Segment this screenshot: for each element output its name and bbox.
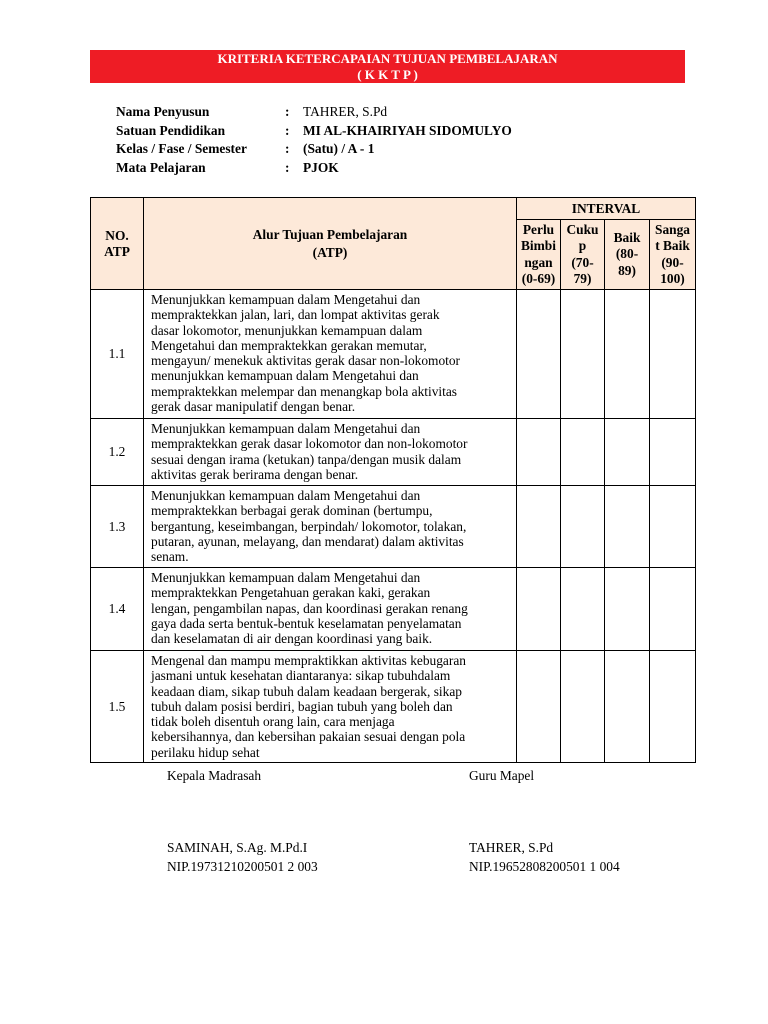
header-line: 89) <box>618 262 636 278</box>
desc-line: kebersihannya, dan kebersihan pakaian sesuai dengan pola <box>151 729 466 745</box>
interval-cell-sangat-baik[interactable] <box>650 651 696 763</box>
header-no-line: NO. <box>105 227 129 243</box>
desc-line: mempraktekkan berbagai gerak dominan (bertumpu, <box>151 503 433 519</box>
table-row <box>91 651 696 763</box>
info-row-school <box>116 123 512 142</box>
desc-line: mempraktekkan gerak dasar lokomotor dan non-lokomotor <box>151 436 468 452</box>
desc-line: tidak boleh disentuh orang lain, cara menjaga <box>151 714 395 730</box>
info-value: (Satu) / A - 1 <box>303 141 375 156</box>
signature-right-role: Guru Mapel <box>469 768 535 783</box>
interval-cell-baik[interactable] <box>605 290 650 419</box>
desc-line: mempraktekkan melempar dan menangkap bola aktivitas <box>151 383 458 399</box>
header-interval-perlu-bimbingan <box>517 220 561 290</box>
document-title: KRITERIA KETERCAPAIAN TUJUAN PEMBELAJARAN <box>217 51 558 66</box>
desc-line: Menunjukkan kemampuan dalam Mengetahui dan <box>151 421 421 436</box>
atp-number: 1.1 <box>91 290 144 419</box>
desc-line: Menunjukkan kemampuan dalam Mengetahui dan <box>151 292 421 307</box>
atp-description <box>144 486 517 568</box>
table-row <box>91 419 696 486</box>
header-line: (70- <box>571 254 594 270</box>
interval-cell-perlu-bimbingan[interactable] <box>517 290 561 419</box>
desc-line: sesuai dengan irama (ketukan) tanpa/dengan musik dalam <box>151 451 462 467</box>
info-value: MI AL-KHAIRIYAH SIDOMULYO <box>303 122 512 138</box>
info-label: Nama Penyusun <box>116 104 210 119</box>
atp-description <box>144 419 517 486</box>
atp-description <box>144 651 517 763</box>
signature-right-name: TAHRER, S.Pd <box>469 840 554 855</box>
interval-cell-cukup[interactable] <box>561 651 605 763</box>
atp-number: 1.5 <box>91 651 144 763</box>
table-row <box>91 486 696 568</box>
desc-line: Menunjukkan kemampuan dalam Mengetahui dan <box>151 488 421 503</box>
atp-number: 1.2 <box>91 419 144 486</box>
info-row-subject <box>116 160 512 179</box>
info-value: TAHRER, S.Pd <box>303 104 388 119</box>
interval-cell-sangat-baik[interactable] <box>650 486 696 568</box>
header-line: Sanga <box>655 221 690 237</box>
header-line: p <box>578 238 587 253</box>
info-label: Kelas / Fase / Semester <box>116 141 247 156</box>
desc-line: gaya dada serta bentuk-bentuk keselamatan penyelamatan <box>151 615 462 631</box>
info-value: PJOK <box>303 159 339 175</box>
info-colon: : <box>285 122 290 138</box>
title-banner <box>90 50 685 83</box>
atp-number: 1.3 <box>91 486 144 568</box>
desc-line: tubuh dalam posisi berdiri, bagian tubuh yang boleh dan <box>151 698 453 714</box>
desc-line: perilaku hidup sehat <box>151 744 260 760</box>
document-subtitle: ( K K T P ) <box>357 67 418 82</box>
interval-cell-sangat-baik[interactable] <box>650 290 696 419</box>
signature-right-nip: NIP.19652808200501 1 004 <box>469 859 620 874</box>
header-interval-sangat-baik <box>650 220 696 290</box>
interval-cell-cukup[interactable] <box>561 290 605 419</box>
header-line: ngan <box>524 254 553 270</box>
desc-line: dan keselamatan di air dengan koordinasi yang baik. <box>151 631 433 647</box>
interval-cell-perlu-bimbingan[interactable] <box>517 651 561 763</box>
desc-line: mempraktekkan jalan, lari, dan lompat aktivitas gerak <box>151 307 440 323</box>
header-atp-line: (ATP) <box>312 244 348 260</box>
header-interval-baik <box>605 220 650 290</box>
desc-line: senam. <box>151 549 189 565</box>
desc-line: Menunjukkan kemampuan dalam Mengetahui dan <box>151 570 421 585</box>
desc-line: jasmani untuk kesehatan diantaranya: sikap tubuhdalam <box>151 668 451 684</box>
interval-cell-cukup[interactable] <box>561 568 605 651</box>
info-label: Mata Pelajaran <box>116 159 206 175</box>
signature-left-role: Kepala Madrasah <box>167 768 262 783</box>
interval-cell-baik[interactable] <box>605 486 650 568</box>
desc-line: dasar lokomotor, menunjukkan kemampuan dalam <box>151 322 423 338</box>
interval-cell-perlu-bimbingan[interactable] <box>517 419 561 486</box>
desc-line: mempraktekkan Pengetahuan gerakan kaki, gerakan <box>151 585 431 601</box>
header-line: (90- <box>661 254 684 270</box>
desc-line: putaran, ayunan, melayang, dan mendarat) dalam aktivitas <box>151 533 464 549</box>
header-line: t Baik <box>655 238 690 253</box>
header-interval-cukup <box>561 220 605 290</box>
atp-description <box>144 290 517 419</box>
header-line: Perlu <box>522 221 555 237</box>
desc-line: Mengetahui dan mempraktekkan gerakan memutar, <box>151 337 427 353</box>
info-row-author <box>116 104 512 123</box>
interval-cell-baik[interactable] <box>605 419 650 486</box>
header-line: Bimbi <box>521 238 556 253</box>
header-interval: INTERVAL <box>517 198 696 220</box>
info-row-class <box>116 141 512 160</box>
header-line: Cuku <box>566 221 599 237</box>
interval-cell-cukup[interactable] <box>561 486 605 568</box>
desc-line: bergantung, keseimbangan, berpindah/ lokomotor, tolakan, <box>151 518 467 534</box>
desc-line: gerak dasar manipulatif dengan benar. <box>151 399 356 415</box>
header-no-line: ATP <box>104 243 130 259</box>
header-line: (80- <box>615 246 639 262</box>
atp-number: 1.4 <box>91 568 144 651</box>
atp-table <box>90 197 696 763</box>
info-colon: : <box>285 141 290 156</box>
signature-right-block <box>469 838 620 876</box>
atp-description <box>144 568 517 651</box>
desc-line: Mengenal dan mampu mempraktikkan aktivitas kebugaran <box>151 653 466 668</box>
table-row <box>91 568 696 651</box>
header-no-atp <box>91 198 144 290</box>
signature-left-block <box>167 838 318 876</box>
interval-cell-baik[interactable] <box>605 651 650 763</box>
desc-line: menunjukkan kemampuan dalam Mengetahui dan <box>151 368 419 384</box>
table-row <box>91 290 696 419</box>
interval-cell-perlu-bimbingan[interactable] <box>517 486 561 568</box>
desc-line: aktivitas gerak berirama dengan benar. <box>151 466 359 482</box>
signature-left-nip: NIP.19731210200501 2 003 <box>167 859 318 874</box>
desc-line: mengayun/ menekuk aktivitas gerak dasar non-lokomotor <box>151 353 461 369</box>
desc-line: lengan, pengambilan napas, dan koordinasi gerakan renang <box>151 600 468 616</box>
header-atp <box>144 198 517 290</box>
header-atp-line: Alur Tujuan Pembelajaran <box>252 226 408 242</box>
info-colon: : <box>285 159 290 175</box>
interval-cell-sangat-baik[interactable] <box>650 568 696 651</box>
interval-cell-baik[interactable] <box>605 568 650 651</box>
table-header-row <box>91 198 696 220</box>
header-line: 100) <box>660 271 685 286</box>
signature-left-name: SAMINAH, S.Ag. M.Pd.I <box>167 840 308 855</box>
interval-cell-perlu-bimbingan[interactable] <box>517 568 561 651</box>
interval-cell-sangat-baik[interactable] <box>650 419 696 486</box>
identity-block <box>116 104 512 178</box>
interval-cell-cukup[interactable] <box>561 419 605 486</box>
header-line: Baik <box>613 229 641 245</box>
desc-line: keadaan diam, sikap tubuh dalam keadaan bergerak, sikap <box>151 683 462 699</box>
header-line: 79) <box>573 271 592 286</box>
header-line: (0-69) <box>521 271 556 286</box>
info-label: Satuan Pendidikan <box>116 122 226 138</box>
info-colon: : <box>285 104 290 119</box>
